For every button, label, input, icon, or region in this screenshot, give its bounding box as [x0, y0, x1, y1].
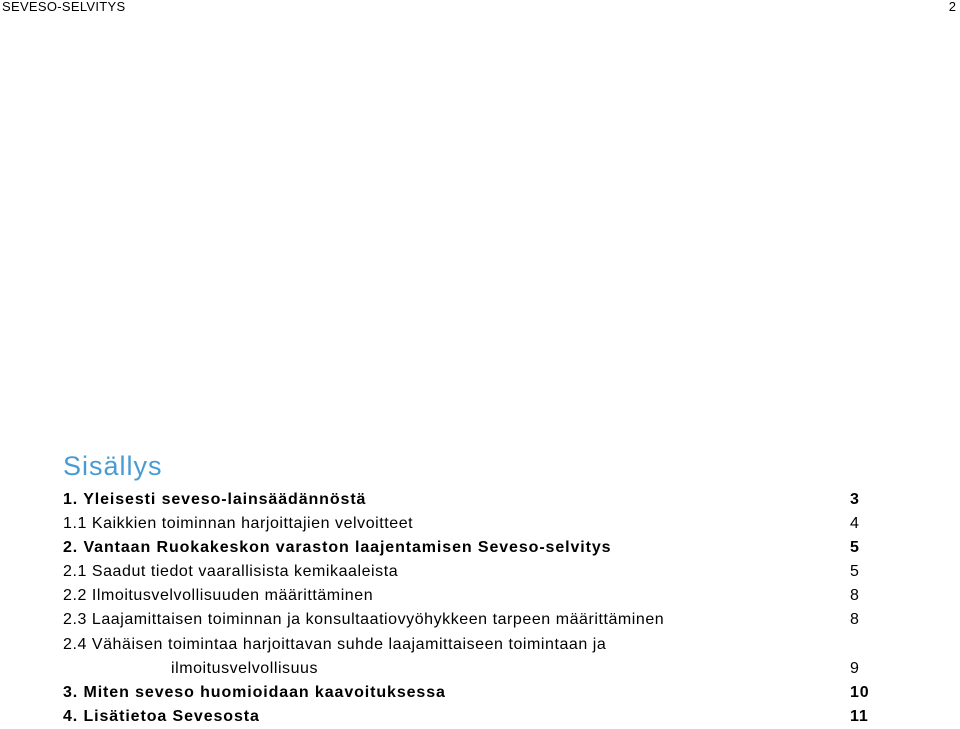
toc-entry-2-2[interactable] [63, 584, 883, 608]
toc-entry-page: 5 [850, 563, 860, 581]
toc-entry-3[interactable] [63, 681, 883, 705]
toc-entry-page: 8 [850, 587, 860, 605]
toc-entry-label: 2.4 Vähäisen toimintaa harjoittavan suhde laajamittaiseen toimintaan ja [63, 635, 607, 653]
toc-entry-label-continuation: ilmoitusvelvollisuus [171, 659, 319, 677]
page-header [0, 0, 960, 14]
toc-entry-1[interactable] [63, 488, 883, 512]
toc-entry-2[interactable] [63, 536, 883, 560]
toc-entry-label: 2.1 Saadut tiedot vaarallisista kemikaaleista [63, 563, 399, 581]
toc-entry-page: 11 [850, 707, 869, 725]
toc-entry-label: 2. Vantaan Ruokakeskon varaston laajentamisen Seveso-selvitys [63, 539, 612, 557]
toc-entry-page: 4 [850, 515, 860, 533]
page-number: 2 [948, 0, 956, 14]
toc-entry-1-1[interactable] [63, 512, 883, 536]
toc-entry-page: 5 [850, 539, 860, 557]
toc-heading: Sisällys [63, 451, 163, 481]
toc-entry-2-3[interactable] [63, 608, 883, 632]
toc-entry-page: 10 [850, 683, 870, 701]
document-title: SEVESO-SELVITYS [2, 0, 126, 14]
table-of-contents [63, 488, 883, 729]
toc-entry-4[interactable] [63, 705, 883, 729]
toc-entry-page: 8 [850, 611, 860, 629]
toc-entry-label: 1.1 Kaikkien toiminnan harjoittajien velvoitteet [63, 515, 414, 533]
toc-entry-label: 3. Miten seveso huomioidaan kaavoituksessa [63, 683, 446, 701]
toc-entry-2-1[interactable] [63, 560, 883, 584]
toc-entry-page: 9 [850, 659, 860, 677]
toc-entry-label: 4. Lisätietoa Sevesosta [63, 707, 260, 725]
toc-entry-label: 2.2 Ilmoitusvelvollisuuden määrittäminen [63, 587, 374, 605]
toc-entry-label: 1. Yleisesti seveso-lainsäädännöstä [63, 491, 367, 508]
toc-entry-page: 3 [850, 491, 860, 508]
toc-entry-2-4[interactable] [63, 633, 883, 681]
toc-entry-label: 2.3 Laajamittaisen toiminnan ja konsultaatiovyöhykkeen tarpeen määrittäminen [63, 611, 665, 629]
